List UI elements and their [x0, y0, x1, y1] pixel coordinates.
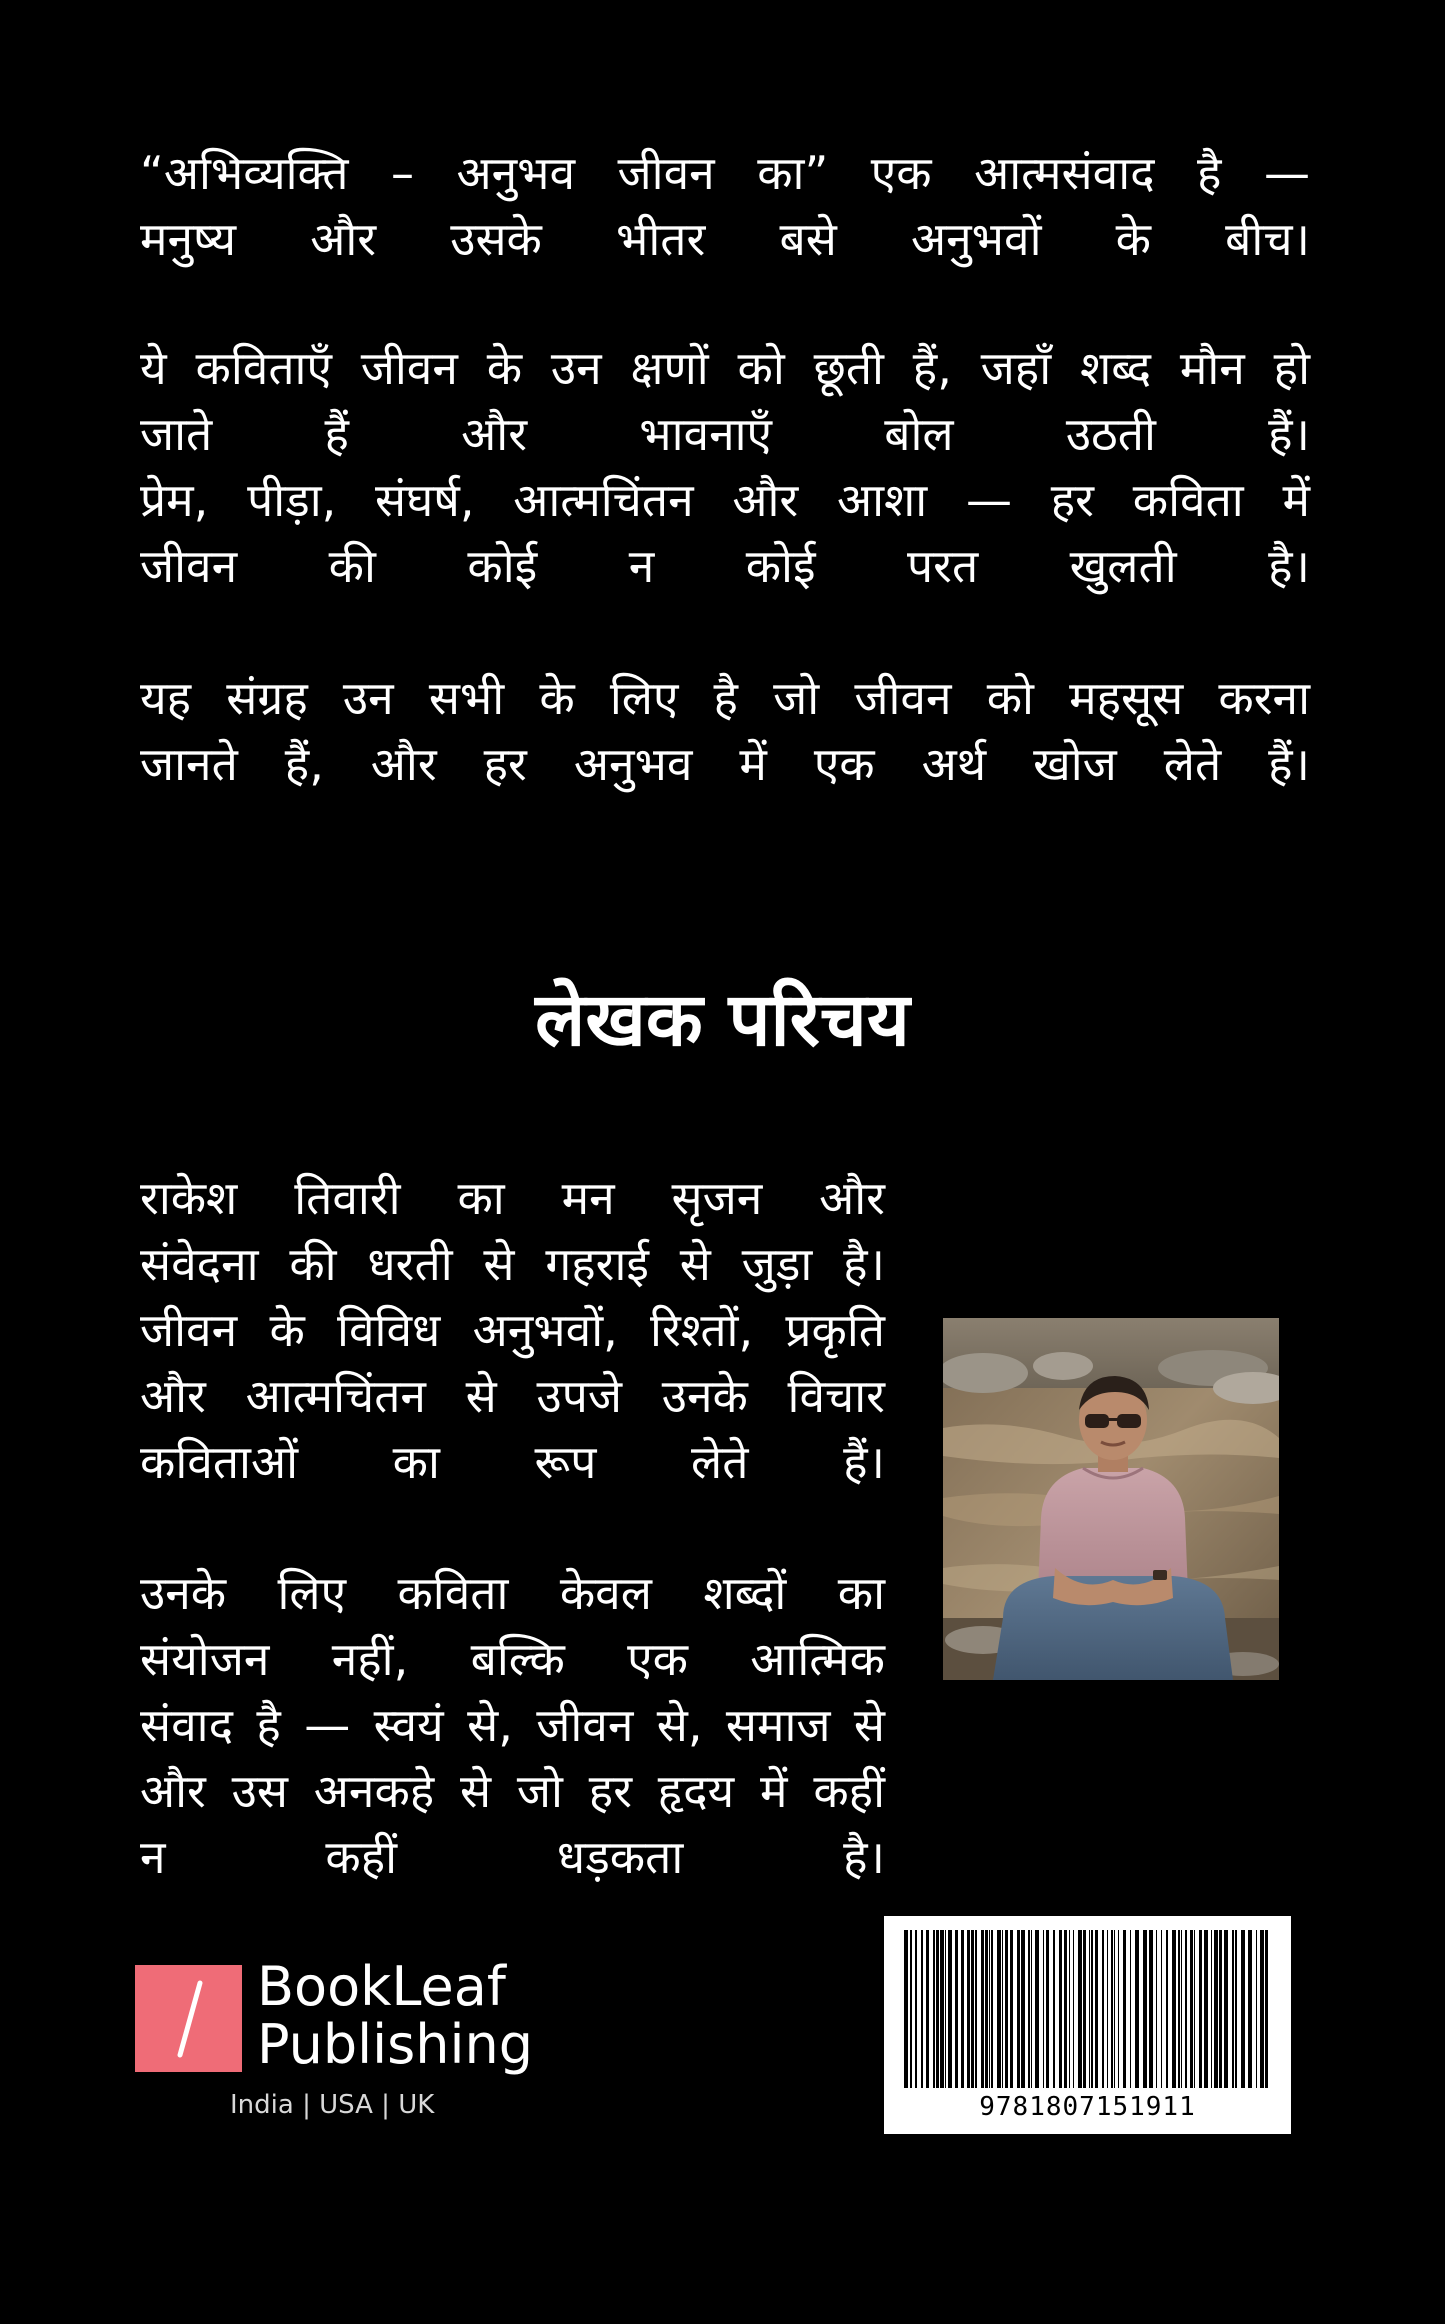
barcode-bar	[1143, 1930, 1147, 2088]
barcode-bar	[967, 1930, 970, 2088]
barcode-bar	[1185, 1930, 1187, 2088]
barcode-bar	[936, 1930, 939, 2088]
barcode-bar	[1064, 1930, 1067, 2088]
barcode-bar	[1135, 1930, 1139, 2088]
blurb-paragraph-3	[140, 665, 1310, 797]
bio-line: और आत्मचिंतन से उपजे उनके विचार	[140, 1369, 885, 1423]
barcode-bar	[971, 1930, 974, 2088]
barcode-bar	[1118, 1930, 1119, 2088]
barcode-bar	[1194, 1930, 1195, 2088]
blurb-line: जीवन की कोई न कोई परत खुलती है।	[140, 539, 1310, 593]
barcode-bar	[921, 1930, 923, 2088]
barcode-bar	[1031, 1930, 1032, 2088]
publisher-logo	[135, 1955, 555, 2125]
barcode-bar	[1017, 1930, 1020, 2088]
barcode-bar	[1114, 1930, 1115, 2088]
barcode-bar	[955, 1930, 958, 2088]
barcode-bar	[915, 1930, 917, 2088]
author-photo-illustration	[943, 1318, 1279, 1680]
barcode-bar	[1161, 1930, 1162, 2088]
barcode-bar	[933, 1930, 935, 2088]
barcode-bar	[1091, 1930, 1093, 2088]
barcode-bar	[940, 1930, 944, 2088]
barcode-bar	[1102, 1930, 1104, 2088]
isbn-number: 9781807151911	[979, 2092, 1196, 2122]
barcode-bar	[1256, 1930, 1257, 2088]
barcode-bar	[1265, 1930, 1268, 2088]
barcode-bar	[961, 1930, 964, 2088]
bio-line: और उस अनकहे से जो हर हृदय में कहीं	[140, 1764, 885, 1818]
author-photo	[943, 1318, 1279, 1680]
barcode-bar	[1028, 1930, 1030, 2088]
barcode-bar	[1078, 1930, 1082, 2088]
barcode-bar	[1214, 1930, 1218, 2088]
barcode-bar	[1010, 1930, 1013, 2088]
barcode-bar	[1073, 1930, 1074, 2088]
bio-line: संवाद है — स्वयं से, जीवन से, समाज से	[140, 1698, 885, 1752]
barcode-bar	[948, 1930, 952, 2088]
barcode-bar	[1111, 1930, 1113, 2088]
barcode-bar	[1204, 1930, 1208, 2088]
blurb-line: मनुष्य और उसके भीतर बसे अनुभवों के बीच।	[140, 212, 1310, 266]
barcode-bar	[1181, 1930, 1182, 2088]
author-bio-paragraph-1	[140, 1165, 885, 1495]
blurb-line: यह संग्रह उन सभी के लिए है जो जीवन को महसूस करना	[140, 671, 1310, 725]
slash-icon	[170, 1979, 210, 2059]
barcode-bar	[1083, 1930, 1086, 2088]
barcode-bar	[926, 1930, 929, 2088]
blurb-paragraph-2	[140, 335, 1310, 599]
barcode-bar	[1053, 1930, 1055, 2088]
barcode-bar	[1123, 1930, 1126, 2088]
barcode-bar	[1172, 1930, 1176, 2088]
barcode-bar	[1069, 1930, 1070, 2088]
publisher-name-line-2: Publishing	[257, 2013, 533, 2076]
bio-line: संयोजन नहीं, बल्कि एक आत्मिक	[140, 1632, 885, 1686]
barcode-bar	[1241, 1930, 1245, 2088]
publisher-regions: India | USA | UK	[230, 2090, 435, 2120]
bio-line: उनके लिए कविता केवल शब्दों का	[140, 1566, 885, 1620]
isbn-barcode	[884, 1916, 1291, 2134]
barcode-bar	[981, 1930, 984, 2088]
barcode-bar	[1130, 1930, 1131, 2088]
barcode-bar	[1021, 1930, 1025, 2088]
barcode-bar	[1166, 1930, 1168, 2088]
barcode-bar	[1199, 1930, 1202, 2088]
barcode-bar	[1005, 1930, 1008, 2088]
barcode-bar	[910, 1930, 912, 2088]
blurb-line: प्रेम, पीड़ा, संघर्ष, आत्मचिंतन और आशा — हर कविता में	[140, 473, 1310, 527]
barcode-bar	[1235, 1930, 1237, 2088]
barcode-bar	[1260, 1930, 1264, 2088]
barcode-bar	[1107, 1930, 1108, 2088]
barcode-bar	[1089, 1930, 1090, 2088]
barcode-bar	[945, 1930, 946, 2088]
blurb-line: ये कविताएँ जीवन के उन क्षणों को छूती हैं, जहाँ शब्द मौन हो	[140, 341, 1310, 395]
barcode-bar	[975, 1930, 977, 2088]
barcode-bar	[1211, 1930, 1212, 2088]
barcode-bar	[1149, 1930, 1153, 2088]
barcode-bar	[1043, 1930, 1044, 2088]
blurb-line: जाते हैं और भावनाएँ बोल उठती हैं।	[140, 407, 1310, 461]
author-bio-paragraph-2	[140, 1560, 885, 1890]
barcode-bar	[1178, 1930, 1180, 2088]
bio-line: कविताओं का रूप लेते हैं।	[140, 1435, 885, 1489]
barcode-bar	[1224, 1930, 1228, 2088]
blurb-line: जानते हैं, और हर अनुभव में एक अर्थ खोज लेते हैं।	[140, 737, 1310, 791]
barcode-bar	[997, 1930, 1001, 2088]
barcode-bar	[1002, 1930, 1003, 2088]
logo-square	[135, 1965, 242, 2072]
barcode-bar	[1156, 1930, 1157, 2088]
bio-line: संवेदना की धरती से गहराई से जुड़ा है।	[140, 1237, 885, 1291]
barcode-bar	[985, 1930, 988, 2088]
barcode-bar	[1232, 1930, 1234, 2088]
barcode-bar	[991, 1930, 993, 2088]
barcode-bar	[1035, 1930, 1039, 2088]
barcode-bar	[904, 1930, 908, 2088]
author-intro-heading: लेखक परिचय	[535, 977, 910, 1063]
barcode-bars	[904, 1930, 1271, 2090]
bio-line: जीवन के विविध अनुभवों, रिश्तों, प्रकृति	[140, 1303, 885, 1357]
barcode-bar	[1046, 1930, 1049, 2088]
barcode-bar	[1248, 1930, 1252, 2088]
bio-line: न कहीं धड़कता है।	[140, 1830, 885, 1884]
blurb-line: “अभिव्यक्ति – अनुभव जीवन का” एक आत्मसंवाद है —	[140, 146, 1310, 200]
barcode-bar	[989, 1930, 990, 2088]
blurb-paragraph-1	[140, 140, 1310, 272]
bio-line: राकेश तिवारी का मन सृजन और	[140, 1171, 885, 1225]
barcode-bar	[1095, 1930, 1098, 2088]
publisher-name-line-1: BookLeaf	[257, 1955, 506, 2018]
barcode-bar	[1059, 1930, 1062, 2088]
barcode-bar	[1190, 1930, 1193, 2088]
barcode-bar	[1219, 1930, 1222, 2088]
